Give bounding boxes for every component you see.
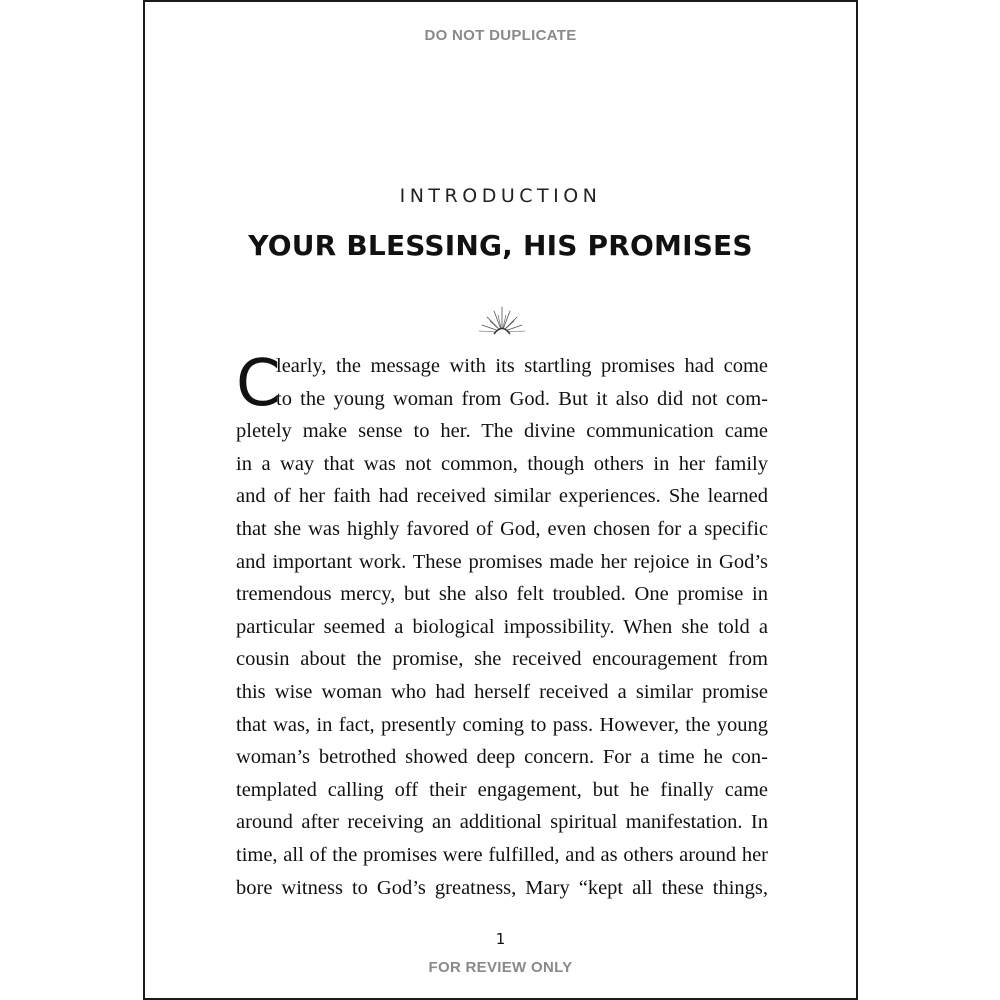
text-line: cousin about the promise, she received encouragement from (236, 648, 768, 671)
text-line: bore witness to God’s greatness, Mary “kept all these things, (236, 876, 768, 899)
text-line: around after receiving an additional spiritual manifestation. In (236, 811, 768, 834)
drop-cap: C (236, 347, 281, 421)
text-line: to the young woman from God. But it also did not com- (276, 387, 768, 410)
text-line: and of her faith had received similar experiences. She learned (236, 485, 768, 508)
text-line: this wise woman who had herself received a similar promise (236, 680, 768, 703)
text-line: in a way that was not common, though others in her family (236, 452, 768, 475)
watermark-bottom: FOR REVIEW ONLY (428, 959, 573, 976)
text-line: that she was highly favored of God, even chosen for a specific (236, 517, 768, 540)
body-paragraph (236, 347, 768, 904)
book-page (143, 0, 858, 1000)
text-line: pletely make sense to her. The divine communication came (236, 420, 768, 443)
text-line: and important work. These promises made her rejoice in God’s (236, 550, 768, 573)
chapter-title: YOUR BLESSING, HIS PROMISES (248, 229, 753, 262)
page-number: 1 (495, 930, 506, 948)
text-line: templated calling off their engagement, but he finally came (236, 778, 768, 801)
text-line: time, all of the promises were fulfilled, and as others around her (236, 843, 768, 866)
text-line: that was, in fact, presently coming to pass. However, the young (236, 713, 768, 736)
text-line: woman’s betrothed showed deep concern. For a time he con- (236, 746, 768, 769)
text-line: learly, the message with its startling promises had come (276, 355, 768, 377)
text-line: tremendous mercy, but she also felt troubled. One promise in (236, 583, 768, 606)
watermark-top: DO NOT DUPLICATE (424, 27, 577, 44)
text-line: particular seemed a biological impossibility. When she told a (236, 615, 768, 638)
sunburst-ornament-icon (477, 305, 527, 335)
chapter-label: INTRODUCTION (399, 185, 602, 207)
